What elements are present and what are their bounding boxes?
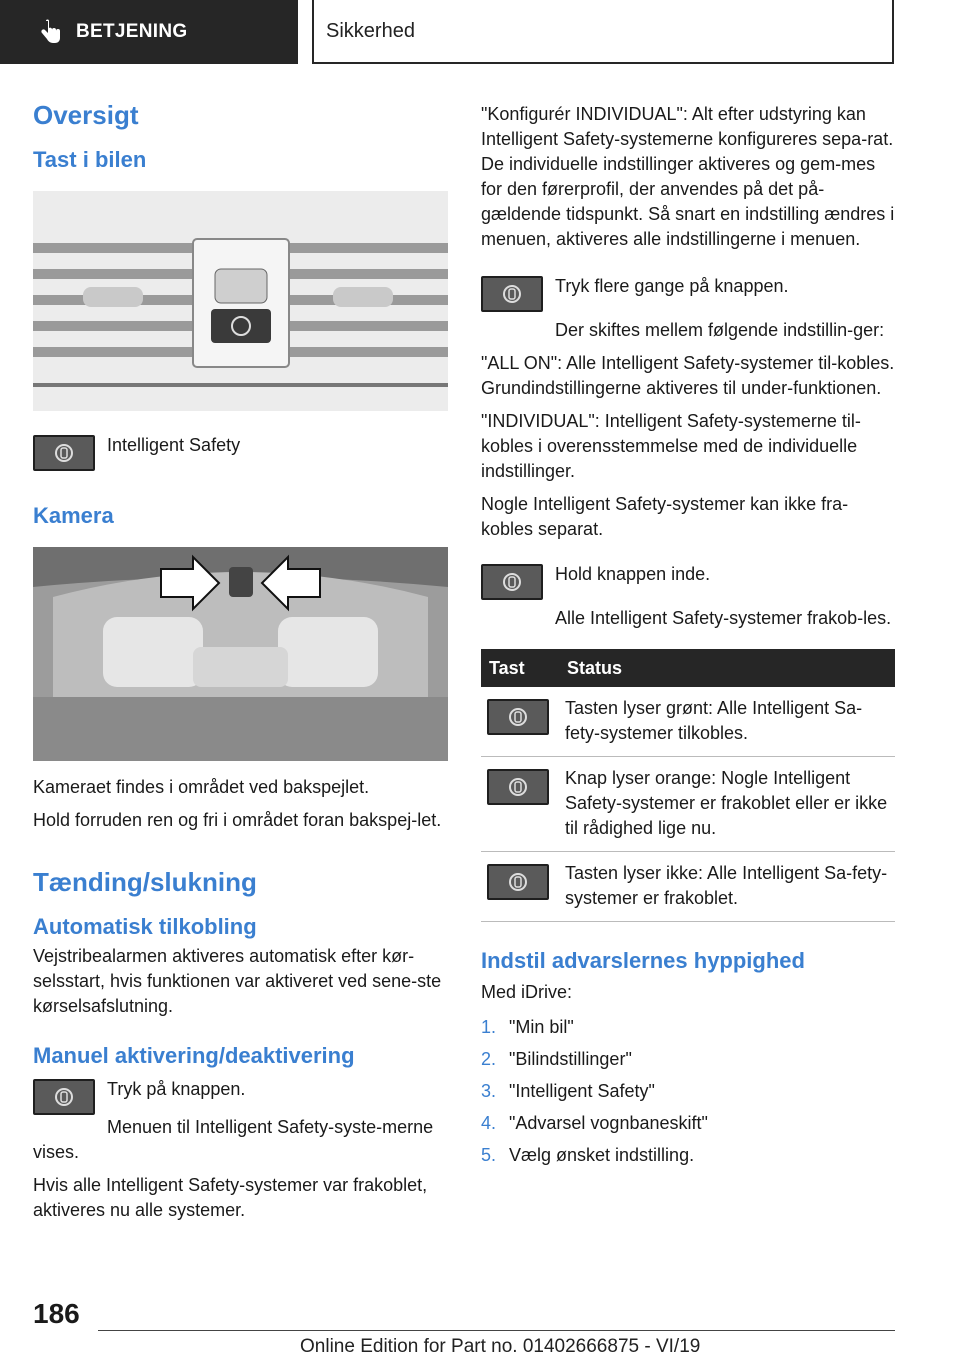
chapter-title: BETJENING	[76, 21, 188, 42]
manuel-text-3: Hvis alle Intelligent Safety-systemer var frakoblet, aktiveres nu alle systemer.	[33, 1175, 428, 1220]
intelligent-safety-key-row	[33, 433, 448, 471]
left-column	[33, 100, 448, 1223]
step-text: "Advarsel vognbaneskift"	[509, 1113, 708, 1133]
step-number: 5.	[481, 1145, 497, 1165]
heading-taending: Tænding/slukning	[33, 867, 257, 897]
table-cell-status: Tasten lyser grønt: Alle Intelligent Sa-fety-systemer tilkobles.	[559, 687, 895, 757]
list-item	[481, 1011, 895, 1043]
hand-pointer-icon	[40, 19, 62, 45]
heading-automatisk: Automatisk tilkobling	[33, 914, 257, 939]
status-table	[481, 649, 895, 922]
tryk-flere-row	[481, 274, 895, 312]
intelligent-safety-button-icon	[481, 276, 543, 312]
intelligent-safety-button-icon	[487, 699, 549, 735]
kamera-text-2: Hold forruden ren og fri i området foran bakspej-let.	[33, 810, 442, 830]
hold-row	[481, 562, 895, 600]
table-row	[481, 757, 895, 852]
heading-oversigt: Oversigt	[33, 100, 139, 130]
nogle-text: Nogle Intelligent Safety-systemer kan ikke fra-kobles separat.	[481, 494, 849, 539]
table-row	[481, 687, 895, 757]
individual-text: "INDIVIDUAL": Intelligent Safety-systemerne til-kobles i overensstemmelse med de individuelle indstillinger.	[481, 411, 861, 481]
list-item	[481, 1107, 895, 1139]
chapter-tab	[0, 0, 298, 64]
intelligent-safety-button-icon	[33, 435, 95, 471]
alle-frakob-text: Alle Intelligent Safety-systemer frakob-les.	[555, 608, 892, 628]
step-text: "Min bil"	[509, 1017, 574, 1037]
heading-tast: Tast i bilen	[33, 147, 147, 172]
intelligent-safety-button-icon	[487, 769, 549, 805]
manuel-text-1: Tryk på knappen.	[107, 1079, 246, 1099]
step-text: "Bilindstillinger"	[509, 1049, 632, 1069]
hold-text: Hold knappen inde.	[555, 564, 711, 584]
heading-kamera: Kamera	[33, 503, 114, 528]
automatisk-text: Vejstribealarmen aktiveres automatisk efter kør-selsstart, hvis funktionen var aktiveret ved sene-ste kørselsafslutning.	[33, 946, 442, 1016]
table-cell-status: Knap lyser orange: Nogle Intelligent Safety-systemer er frakoblet eller er ikke til rådighed lige nu.	[559, 757, 895, 852]
med-idrive-text: Med iDrive:	[481, 982, 573, 1002]
section-title: Sikkerhed	[312, 0, 894, 64]
step-text: Vælg ønsket indstilling.	[509, 1145, 695, 1165]
list-item	[481, 1075, 895, 1107]
step-number: 1.	[481, 1017, 497, 1037]
skiftes-text: Der skiftes mellem følgende indstillin-ger:	[555, 320, 885, 340]
intelligent-safety-button-icon	[33, 1079, 95, 1115]
tryk-flere-text: Tryk flere gange på knappen.	[555, 276, 789, 296]
heading-manuel: Manuel aktivering/deaktivering	[33, 1043, 355, 1068]
button-photo	[33, 191, 448, 411]
button-caption: Intelligent Safety	[107, 435, 241, 455]
manuel-key-row	[33, 1077, 448, 1115]
camera-photo	[33, 547, 448, 761]
manuel-text-2: Menuen til Intelligent Safety-syste-merne vises.	[33, 1117, 434, 1162]
step-text: "Intelligent Safety"	[509, 1081, 655, 1101]
konfig-text: "Konfigurér INDIVIDUAL": Alt efter udstyring kan Intelligent Safety-systemerne konfigureres sepa-rat. De individuelle indstillinger aktiveres og gem-mes for den førerprofil, der anvendes på det på-gældende tidspunkt. Så snart en indstilling ændres i menuen, aktiveres alle indstillingerne i menuen.	[481, 104, 895, 249]
intelligent-safety-button-icon	[487, 864, 549, 900]
table-header-tast: Tast	[481, 649, 559, 687]
right-column	[481, 100, 895, 1171]
idrive-steps-list	[481, 1011, 895, 1171]
list-item	[481, 1139, 895, 1171]
step-number: 2.	[481, 1049, 497, 1069]
table-cell-status: Tasten lyser ikke: Alle Intelligent Sa-fety-systemer er frakoblet.	[559, 852, 895, 922]
footer-divider	[98, 1330, 895, 1331]
list-item	[481, 1043, 895, 1075]
table-header-status: Status	[559, 649, 895, 687]
step-number: 3.	[481, 1081, 497, 1101]
heading-indstil: Indstil advarslernes hyppighed	[481, 948, 805, 973]
kamera-text-1: Kameraet findes i området ved bakspejlet.	[33, 777, 370, 797]
step-number: 4.	[481, 1113, 497, 1133]
page-number: 186	[33, 1298, 80, 1329]
table-row	[481, 852, 895, 922]
all-on-text: "ALL ON": Alle Intelligent Safety-systemer til-kobles. Grundindstillingerne aktiveres til under-funktionen.	[481, 353, 895, 398]
footer-edition: Online Edition for Part no. 01402666875 - VI/19	[300, 1336, 701, 1357]
intelligent-safety-button-icon	[481, 564, 543, 600]
